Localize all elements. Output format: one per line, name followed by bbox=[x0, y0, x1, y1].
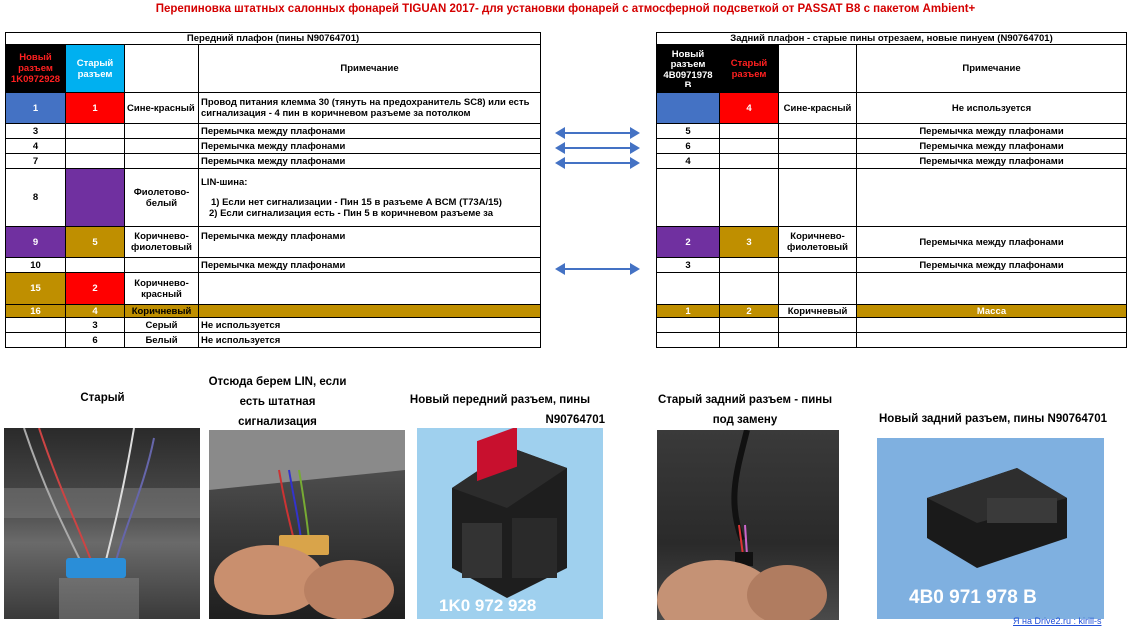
rear-pinout-table bbox=[656, 32, 1127, 348]
table-row: 4 Перемычка между плафонами bbox=[657, 154, 1127, 169]
rear-col-old-header: Старый разъем bbox=[720, 45, 779, 93]
table-row: 2 3 Коричнево- фиолетовый Перемычка между плафонами bbox=[657, 227, 1127, 258]
table-row: 1 2 Коричневый Масса bbox=[657, 305, 1127, 318]
table-row: 9 5 Коричнево- фиолетовый Перемычка между плафонами bbox=[6, 227, 541, 258]
table-row: 3 Перемычка между плафонами bbox=[6, 124, 541, 139]
caption-new-front: Новый передний разъем, пины N90764701 bbox=[409, 394, 605, 426]
front-col-old-header: Старый разъем bbox=[66, 45, 125, 93]
double-arrow-icon bbox=[555, 127, 640, 139]
front-pinout-table bbox=[5, 32, 541, 348]
table-row: 6 Белый Не используется bbox=[6, 333, 541, 348]
table-row: 3 Серый Не используется bbox=[6, 318, 541, 333]
rear-col-color-header bbox=[779, 45, 857, 93]
table-row: 5 Перемычка между плафонами bbox=[657, 124, 1127, 139]
front-col-note-header: Примечание bbox=[199, 45, 541, 93]
page-title: Перепиновка штатных салонных фонарей TIGUAN 2017- для установки фонарей с атмосферной подсветкой от PASSAT B8 с пакетом Ambient+ bbox=[155, 3, 976, 15]
rear-col-new-header: Новый разъем 4B0971978 B bbox=[657, 45, 720, 93]
table-row bbox=[657, 273, 1127, 305]
new-rear-connector-photo bbox=[877, 438, 1104, 619]
old-connector-photo bbox=[4, 428, 200, 619]
front-col-new-header: Новый разъем 1K0972928 bbox=[6, 45, 66, 93]
new-front-connector-photo bbox=[417, 428, 603, 619]
table-row: 3 Перемычка между плафонами bbox=[657, 258, 1127, 273]
table-row bbox=[657, 169, 1127, 227]
front-part-number: 1K0 972 928 bbox=[439, 596, 537, 615]
caption-new-rear: Новый задний разъем, пины N90764701 bbox=[879, 413, 1107, 425]
rear-part-number: 4B0 971 978 B bbox=[909, 587, 1037, 608]
table-row: 8 Фиолетово- белый LIN-шина: 1) Если нет сигнализации - Пин 15 в разъеме A BCM (T73A/15) 2) Если сигнализация есть - Пин 5 в коричневом разъеме за bbox=[6, 169, 541, 227]
table-row: 16 4 Коричневый bbox=[6, 305, 541, 318]
lin-connector-photo bbox=[209, 430, 405, 619]
rear-table-caption: Задний плафон - старые пины отрезаем, новые пинуем (N90764701) bbox=[657, 33, 1127, 45]
table-row bbox=[657, 333, 1127, 348]
rear-col-note-header: Примечание bbox=[857, 45, 1127, 93]
table-row bbox=[657, 318, 1127, 333]
double-arrow-icon bbox=[555, 263, 640, 275]
front-col-color-header bbox=[125, 45, 199, 93]
table-row: 1 1 Сине-красный Провод питания клемма 30 (тянуть на предохранитель SC8) или есть сигнализация - 4 пин в коричневом разъеме за потолком bbox=[6, 93, 541, 124]
footer-link[interactable]: Я на Drive2.ru : kirill-s bbox=[1013, 616, 1102, 626]
table-row: 10 Перемычка между плафонами bbox=[6, 258, 541, 273]
table-row: 4 Перемычка между плафонами bbox=[6, 139, 541, 154]
double-arrow-icon bbox=[555, 157, 640, 169]
caption-old-rear: Старый задний разъем - пины под замену bbox=[657, 394, 833, 426]
table-row: 7 Перемычка между плафонами bbox=[6, 154, 541, 169]
caption-old: Старый bbox=[80, 392, 125, 404]
table-row: 15 2 Коричнево- красный bbox=[6, 273, 541, 305]
table-row: 6 Перемычка между плафонами bbox=[657, 139, 1127, 154]
front-table-caption: Передний плафон (пины N90764701) bbox=[6, 33, 541, 45]
double-arrow-icon bbox=[555, 142, 640, 154]
old-rear-connector-photo bbox=[657, 430, 839, 620]
table-row: 4 Сине-красный Не используется bbox=[657, 93, 1127, 124]
caption-lin: Отсюда берем LIN, если есть штатная сигнализация bbox=[208, 376, 347, 428]
